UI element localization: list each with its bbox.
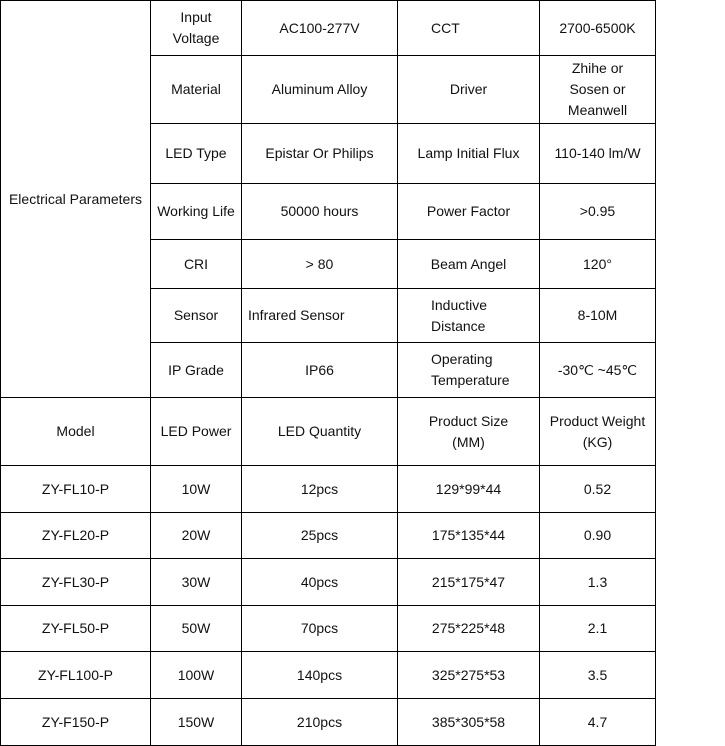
param-name: CCT: [398, 1, 540, 56]
led-power: 100W: [151, 652, 242, 699]
product-weight: 3.5: [540, 652, 656, 699]
param-name: Operating Temperature: [398, 343, 540, 398]
product-weight: 4.7: [540, 699, 656, 746]
param-value: 2700-6500K: [540, 1, 656, 56]
model-name: ZY-FL20-P: [1, 513, 151, 559]
led-power: 50W: [151, 606, 242, 652]
product-size: 385*305*58: [398, 699, 540, 746]
product-size: 129*99*44: [398, 466, 540, 513]
table-row: [1, 466, 656, 513]
model-name: ZY-F150-P: [1, 699, 151, 746]
param-value: 120°: [540, 240, 656, 289]
product-weight: 0.52: [540, 466, 656, 513]
model-name: ZY-FL30-P: [1, 559, 151, 606]
param-name: CRI: [151, 240, 242, 289]
led-power: 150W: [151, 699, 242, 746]
param-value: >0.95: [540, 184, 656, 240]
column-header: Product Size (MM): [398, 398, 540, 466]
led-quantity: 25pcs: [242, 513, 398, 559]
param-value: Epistar Or Philips: [242, 124, 398, 184]
spec-row-voltage: [1, 1, 656, 56]
param-name: IP Grade: [151, 343, 242, 398]
param-name: Input Voltage: [151, 1, 242, 56]
param-value: AC100-277V: [242, 1, 398, 56]
param-name: Sensor: [151, 289, 242, 343]
param-name: LED Type: [151, 124, 242, 184]
param-value: Infrared Sensor: [242, 289, 398, 343]
table-row: [1, 513, 656, 559]
product-weight: 2.1: [540, 606, 656, 652]
product-weight: 0.90: [540, 513, 656, 559]
column-header: Product Weight (KG): [540, 398, 656, 466]
table-row: [1, 606, 656, 652]
led-quantity: 12pcs: [242, 466, 398, 513]
led-quantity: 210pcs: [242, 699, 398, 746]
led-power: 20W: [151, 513, 242, 559]
led-quantity: 70pcs: [242, 606, 398, 652]
param-name: Inductive Distance: [398, 289, 540, 343]
param-value: -30℃ ~45℃: [540, 343, 656, 398]
product-size: 175*135*44: [398, 513, 540, 559]
model-name: ZY-FL100-P: [1, 652, 151, 699]
product-size: 275*225*48: [398, 606, 540, 652]
param-name: Power Factor: [398, 184, 540, 240]
param-value: Zhihe or Sosen or Meanwell: [540, 56, 656, 124]
param-name: Driver: [398, 56, 540, 124]
column-header: LED Quantity: [242, 398, 398, 466]
model-name: ZY-FL10-P: [1, 466, 151, 513]
product-weight: 1.3: [540, 559, 656, 606]
product-size: 215*175*47: [398, 559, 540, 606]
param-value: 50000 hours: [242, 184, 398, 240]
led-quantity: 140pcs: [242, 652, 398, 699]
param-name: Material: [151, 56, 242, 124]
param-name: Lamp Initial Flux: [398, 124, 540, 184]
param-name: Working Life: [151, 184, 242, 240]
param-name: Beam Angel: [398, 240, 540, 289]
led-power: 10W: [151, 466, 242, 513]
param-value: Aluminum Alloy: [242, 56, 398, 124]
electrical-parameters-label: Electrical Parameters: [1, 1, 151, 398]
table-row: [1, 699, 656, 746]
led-power: 30W: [151, 559, 242, 606]
param-value: 8-10M: [540, 289, 656, 343]
table-row: [1, 559, 656, 606]
param-value: > 80: [242, 240, 398, 289]
table-row: [1, 652, 656, 699]
product-size: 325*275*53: [398, 652, 540, 699]
param-value: IP66: [242, 343, 398, 398]
model-header-row: [1, 398, 656, 466]
column-header: LED Power: [151, 398, 242, 466]
column-header: Model: [1, 398, 151, 466]
led-quantity: 40pcs: [242, 559, 398, 606]
model-name: ZY-FL50-P: [1, 606, 151, 652]
param-value: 110-140 lm/W: [540, 124, 656, 184]
